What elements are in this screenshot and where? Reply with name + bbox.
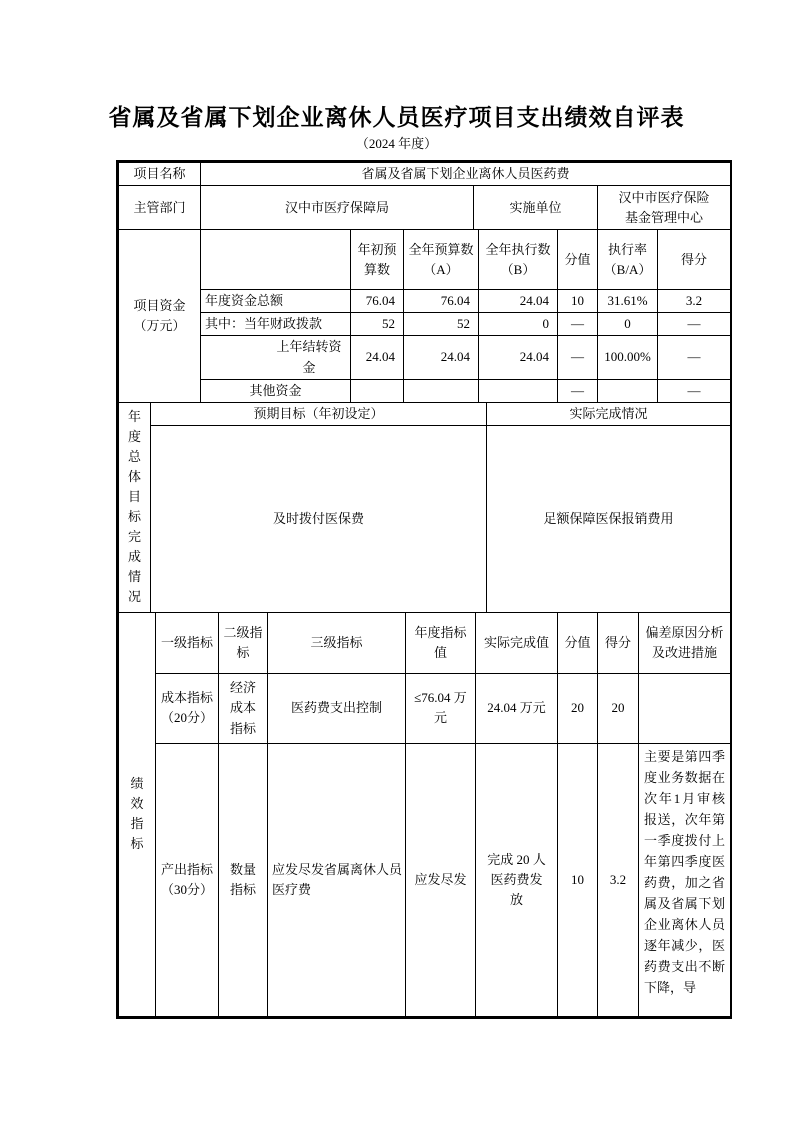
- funding-header-initial: 年初预算数: [351, 230, 404, 290]
- perf-score-cell: 20: [598, 673, 639, 743]
- funding-rate-value: [598, 379, 658, 402]
- perf-header-score: 得分: [598, 612, 639, 673]
- page-title: 省属及省属下划企业离休人员医疗项目支出绩效自评表: [108, 105, 685, 130]
- funding-budget-value: [404, 379, 479, 402]
- funding-executed-value: [479, 379, 558, 402]
- funding-header-weight: 分值: [558, 230, 598, 290]
- perf-remark-cell: [639, 743, 731, 1016]
- perf-header-actual: 实际完成值: [476, 612, 558, 673]
- evaluation-table: [116, 160, 732, 1019]
- funding-row-fiscal: [119, 313, 731, 336]
- funding-header-budget: 全年预算数（A）: [404, 230, 479, 290]
- perf-level1-cell: 产出指标（30分）: [156, 743, 219, 1016]
- perf-header-level2: 二级指标: [219, 612, 268, 673]
- funding-score-value: —: [658, 336, 731, 379]
- funding-section-label: 项目资金（万元）: [119, 230, 201, 403]
- impl-unit-value: 汉中市医疗保险基金管理中心: [598, 186, 731, 230]
- perf-score-cell: 3.2: [598, 743, 639, 1016]
- actual-completion-value: 足额保障医保报销费用: [487, 425, 731, 612]
- annual-goal-section-label: 年度总体目标完成情况: [119, 402, 151, 612]
- funding-weight-value: —: [558, 336, 598, 379]
- perf-header-level3: 三级指标: [268, 612, 406, 673]
- funding-row-label: 年度资金总额: [201, 290, 351, 313]
- funding-budget-value: 24.04: [404, 336, 479, 379]
- annual-goal-table: [118, 402, 731, 613]
- deviation-analysis-text: 主要是第四季度业务数据在次年1月审核报送，次年第一季度拨付上年第四季度医药费，加之省属及省属下划企业离休人员逐年减少，医药费支出不断下降，导: [644, 748, 725, 995]
- funding-table: [118, 229, 731, 403]
- perf-weight-cell: 20: [558, 673, 598, 743]
- funding-weight-value: —: [558, 379, 598, 402]
- funding-row-other: [119, 379, 731, 402]
- perf-actual-cell: 24.04 万元: [476, 673, 558, 743]
- funding-initial-value: 52: [351, 313, 404, 336]
- performance-section-label: 绩效指标: [119, 612, 156, 1016]
- basic-info-table: [118, 162, 731, 230]
- funding-initial-value: 76.04: [351, 290, 404, 313]
- perf-header-deviation: 偏差原因分析及改进措施: [639, 612, 731, 673]
- project-name-label: 项目名称: [119, 163, 201, 186]
- perf-level3-cell: 医药费支出控制: [268, 673, 406, 743]
- funding-header-score: 得分: [658, 230, 731, 290]
- funding-executed-value: 0: [479, 313, 558, 336]
- funding-score-value: —: [658, 313, 731, 336]
- perf-level2-cell: 经济成本指标: [219, 673, 268, 743]
- page-subtitle: （2024 年度）: [355, 136, 438, 151]
- dept-value: 汉中市医疗保障局: [201, 186, 474, 230]
- funding-score-value: 3.2: [658, 290, 731, 313]
- funding-rate-value: 100.00%: [598, 336, 658, 379]
- funding-row-label: 其他资金: [201, 379, 351, 402]
- perf-target-cell: 应发尽发: [406, 743, 476, 1016]
- perf-level3-cell: 应发尽发省属离休人员医疗费: [268, 743, 406, 1016]
- funding-budget-value: 76.04: [404, 290, 479, 313]
- perf-target-cell: ≤76.04 万元: [406, 673, 476, 743]
- expected-goal-value: 及时拨付医保费: [151, 425, 487, 612]
- funding-initial-value: [351, 379, 404, 402]
- funding-rate-value: 0: [598, 313, 658, 336]
- performance-table: [118, 612, 731, 1017]
- funding-budget-value: 52: [404, 313, 479, 336]
- funding-row-label: 上年结转资金: [201, 336, 351, 379]
- perf-header-target: 年度指标值: [406, 612, 476, 673]
- funding-initial-value: 24.04: [351, 336, 404, 379]
- funding-row-total: [119, 290, 731, 313]
- funding-rate-value: 31.61%: [598, 290, 658, 313]
- perf-row-cost: [119, 673, 731, 743]
- project-name-value: 省属及省属下划企业离休人员医药费: [201, 163, 731, 186]
- funding-row-carryover: [119, 336, 731, 379]
- perf-level2-cell: 数量指标: [219, 743, 268, 1016]
- funding-score-value: —: [658, 379, 731, 402]
- funding-executed-value: 24.04: [479, 336, 558, 379]
- perf-weight-cell: 10: [558, 743, 598, 1016]
- funding-weight-value: 10: [558, 290, 598, 313]
- dept-label: 主管部门: [119, 186, 201, 230]
- funding-header-rate: 执行率（B/A）: [598, 230, 658, 290]
- funding-header-executed: 全年执行数（B）: [479, 230, 558, 290]
- funding-header-blank: [201, 230, 351, 290]
- perf-actual-cell: 完成 20 人医药费发放: [476, 743, 558, 1016]
- perf-row-output: [119, 743, 731, 1016]
- impl-unit-label: 实施单位: [474, 186, 598, 230]
- perf-header-level1: 一级指标: [156, 612, 219, 673]
- actual-completion-header: 实际完成情况: [487, 402, 731, 425]
- perf-header-weight: 分值: [558, 612, 598, 673]
- funding-executed-value: 24.04: [479, 290, 558, 313]
- expected-goal-header: 预期目标（年初设定）: [151, 402, 487, 425]
- perf-level1-cell: 成本指标（20分）: [156, 673, 219, 743]
- funding-weight-value: —: [558, 313, 598, 336]
- perf-remark-cell: [639, 673, 731, 743]
- funding-row-label: 其中：当年财政拨款: [201, 313, 351, 336]
